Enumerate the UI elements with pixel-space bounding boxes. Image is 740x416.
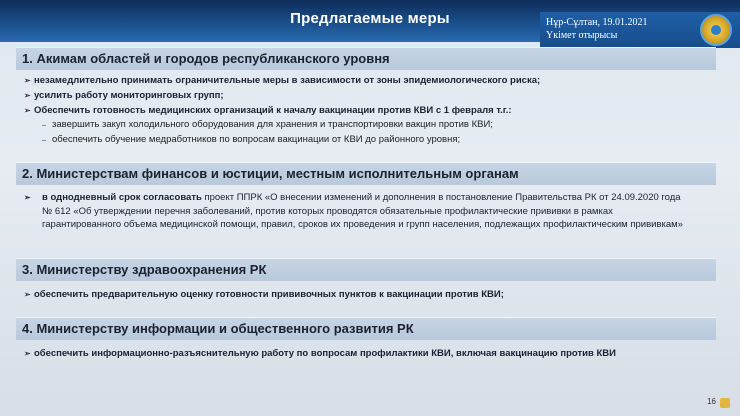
badge-meeting: Үкімет отырысы bbox=[546, 30, 618, 41]
section-4-title: 4. Министерству информации и общественного развития РК bbox=[22, 321, 414, 336]
section-2-header bbox=[16, 162, 716, 185]
section-3-item: ➢ обеспечить предварительную оценку готовности прививочных пунктов к вакцинации против КВИ; bbox=[24, 289, 504, 300]
corner-logo-icon bbox=[720, 398, 730, 408]
arrow-bullet-icon: ➢ bbox=[24, 193, 31, 202]
section-3-title: 3. Министерству здравоохранения РК bbox=[22, 262, 267, 277]
arrow-bullet-icon: ➢ bbox=[24, 290, 31, 299]
page-number: 16 bbox=[707, 397, 716, 406]
location-badge bbox=[540, 12, 740, 48]
state-emblem-icon bbox=[700, 14, 732, 46]
section-1-item-1: ➢ незамедлительно принимать ограничительные меры в зависимости от зоны эпидемиологического риска; bbox=[24, 75, 541, 86]
arrow-bullet-icon: ➢ bbox=[24, 76, 31, 85]
section-1-item-2: ➢ усилить работу мониторинговых групп; bbox=[24, 90, 224, 101]
badge-location-date: Нұр-Сұлтан, 19.01.2021 bbox=[546, 17, 648, 28]
arrow-bullet-icon: ➢ bbox=[24, 349, 31, 358]
section-2-rest: проект ППРК «О внесении изменений и дополнения в постановление Правительства РК от 24.09.2020 года № 612 «Об утверждении перечня заболеваний, против которых проводятся обязательные профилактические прививки в рамках гарантированного объема медицинской помощи, правил, сроков их проведения и групп населения, подлежащих профилактическим прививкам» bbox=[42, 192, 683, 230]
section-2-title: 2. Министерствам финансов и юстиции, местным исполнительным органам bbox=[22, 166, 519, 181]
dash-bullet-icon: – bbox=[42, 137, 46, 144]
slide-title: Предлагаемые меры bbox=[290, 10, 450, 27]
section-1-subitem-1: – завершить закуп холодильного оборудования для хранения и транспортировки вакцин против КВИ; bbox=[42, 119, 493, 130]
section-4-item: ➢ обеспечить информационно-разъяснительную работу по вопросам профилактики КВИ, включая вакцинацию против КВИ bbox=[24, 348, 616, 359]
section-4-header bbox=[16, 317, 716, 340]
dash-bullet-icon: – bbox=[42, 122, 46, 129]
badge-text bbox=[546, 16, 648, 42]
section-1-title: 1. Акимам областей и городов республиканского уровня bbox=[22, 51, 390, 66]
section-3-header bbox=[16, 258, 716, 281]
section-1-item-3: ➢ Обеспечить готовность медицинских организаций к началу вакцинации против КВИ с 1 февраля т.г.: bbox=[24, 105, 512, 116]
arrow-bullet-icon: ➢ bbox=[24, 106, 31, 115]
section-2-item bbox=[24, 191, 684, 232]
section-2-lead: в однодневный срок согласовать bbox=[42, 192, 202, 203]
section-1-header bbox=[16, 47, 716, 70]
section-1-subitem-2: – обеспечить обучение медработников по вопросам вакцинации от КВИ до районного уровня; bbox=[42, 134, 461, 145]
arrow-bullet-icon: ➢ bbox=[24, 91, 31, 100]
